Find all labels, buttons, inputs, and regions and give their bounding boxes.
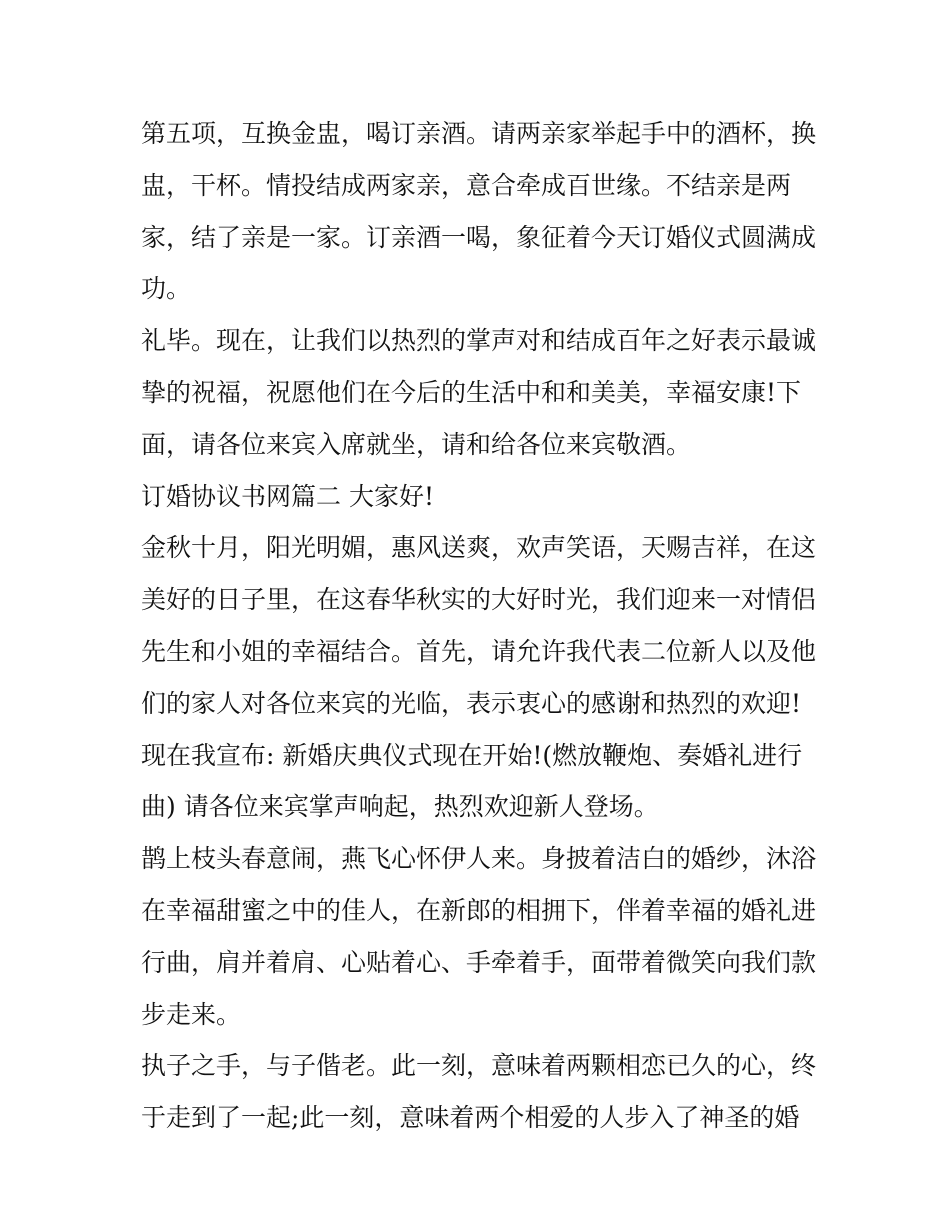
paragraph-section-heading: 订婚协议书网篇二 大家好! — [141, 481, 434, 511]
document-body — [141, 108, 816, 1144]
paragraph-ceremony-complete: 礼毕。现在，让我们以热烈的掌声对和结成百年之好表示最诚挚的祝福，祝愿他们在今后的生活中和和美美，幸福安康!下面，请各位来宾入席就坐，请和给各位来宾敬酒。 — [141, 326, 817, 459]
paragraph-opening-greeting: 金秋十月，阳光明媚，惠风送爽，欢声笑语，天赐吉祥，在这美好的日子里，在这春华秋实的大好时光，我们迎来一对情侣先生和小姐的幸福结合。首先，请允许我代表二位新人以及他们的家人对各位来宾的光临，表示衷心的感谢和热烈的欢迎! — [141, 533, 817, 718]
paragraph-ceremony-start: 现在我宣布: 新婚庆典仪式现在开始!(燃放鞭炮、奏婚礼进行曲) 请各位来宾掌声响起，热烈欢迎新人登场。 — [141, 740, 803, 822]
paragraph-exchange-cups: 第五项，互换金盅，喝订亲酒。请两亲家举起手中的酒杯，换盅，干杯。情投结成两家亲，意合牵成百世缘。不结亲是两家，结了亲是一家。订亲酒一喝，象征着今天订婚仪式圆满成功。 — [141, 119, 817, 304]
paragraph-hand-in-hand: 执子之手，与子偕老。此一刻，意味着两颗相恋已久的心，终于走到了一起;此一刻，意味着两个相爱的人步入了神圣的婚 — [141, 1051, 817, 1133]
paragraph-bride-entrance: 鹊上枝头春意闹，燕飞心怀伊人来。身披着洁白的婚纱，沐浴在幸福甜蜜之中的佳人，在新郎的相拥下，伴着幸福的婚礼进行曲，肩并着肩、心贴着心、手牵着手，面带着微笑向我们款步走来。 — [141, 844, 817, 1029]
